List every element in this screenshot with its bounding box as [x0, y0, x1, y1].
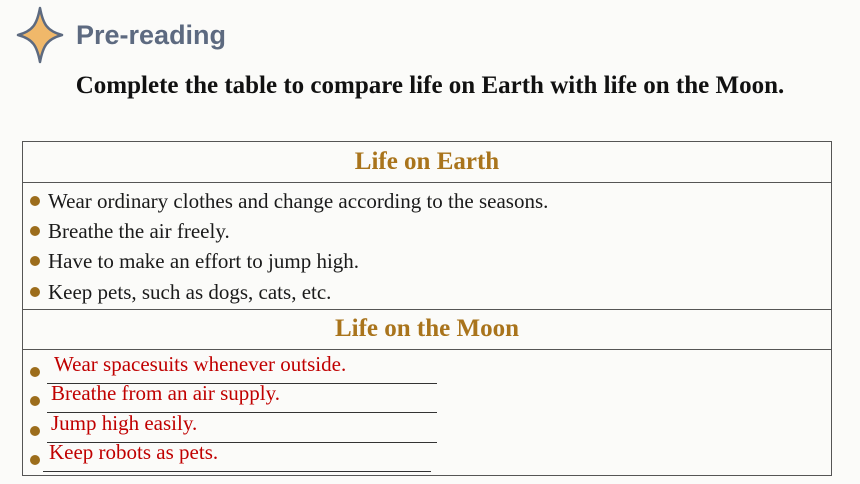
table-divider — [23, 349, 831, 350]
earth-list-item — [23, 216, 230, 246]
section-header — [16, 6, 226, 64]
earth-item-text: Wear ordinary clothes and change according to the seasons. — [48, 188, 549, 213]
answer-blank-line — [43, 471, 431, 472]
bullet-icon — [30, 396, 40, 406]
bullet-icon — [30, 196, 40, 206]
bullet-icon — [30, 256, 40, 266]
earth-item-text: Have to make an effort to jump high. — [48, 248, 360, 273]
moon-answer-text: Jump high easily. — [51, 411, 198, 435]
bullet-icon — [30, 226, 40, 236]
earth-list-item — [23, 277, 331, 307]
moon-answer-text: Breathe from an air supply. — [51, 381, 280, 405]
moon-answer-item — [23, 442, 463, 472]
bullet-icon — [30, 455, 40, 465]
earth-list-item — [23, 246, 359, 276]
earth-item-text: Breathe the air freely. — [48, 218, 230, 243]
moon-answer-text: Wear spacesuits whenever outside. — [54, 352, 347, 376]
moon-answer-text: Keep robots as pets. — [49, 440, 219, 464]
moon-heading: Life on the Moon — [334, 315, 520, 342]
bullet-icon — [30, 287, 40, 297]
moon-answer-item — [23, 354, 463, 384]
earth-item-text: Keep pets, such as dogs, cats, etc. — [48, 279, 332, 304]
table-divider — [23, 182, 831, 183]
four-point-star-icon — [16, 6, 64, 64]
earth-heading: Life on Earth — [354, 148, 500, 175]
bullet-icon — [30, 426, 40, 436]
bullet-icon — [30, 367, 40, 377]
comparison-table — [22, 141, 832, 476]
moon-answer-item — [23, 413, 463, 443]
section-title: Pre-reading — [76, 19, 227, 50]
instruction-text: Complete the table to compare life on Earth with life on the Moon. — [75, 72, 785, 99]
moon-answer-item — [23, 383, 463, 413]
earth-list-item — [23, 186, 548, 216]
